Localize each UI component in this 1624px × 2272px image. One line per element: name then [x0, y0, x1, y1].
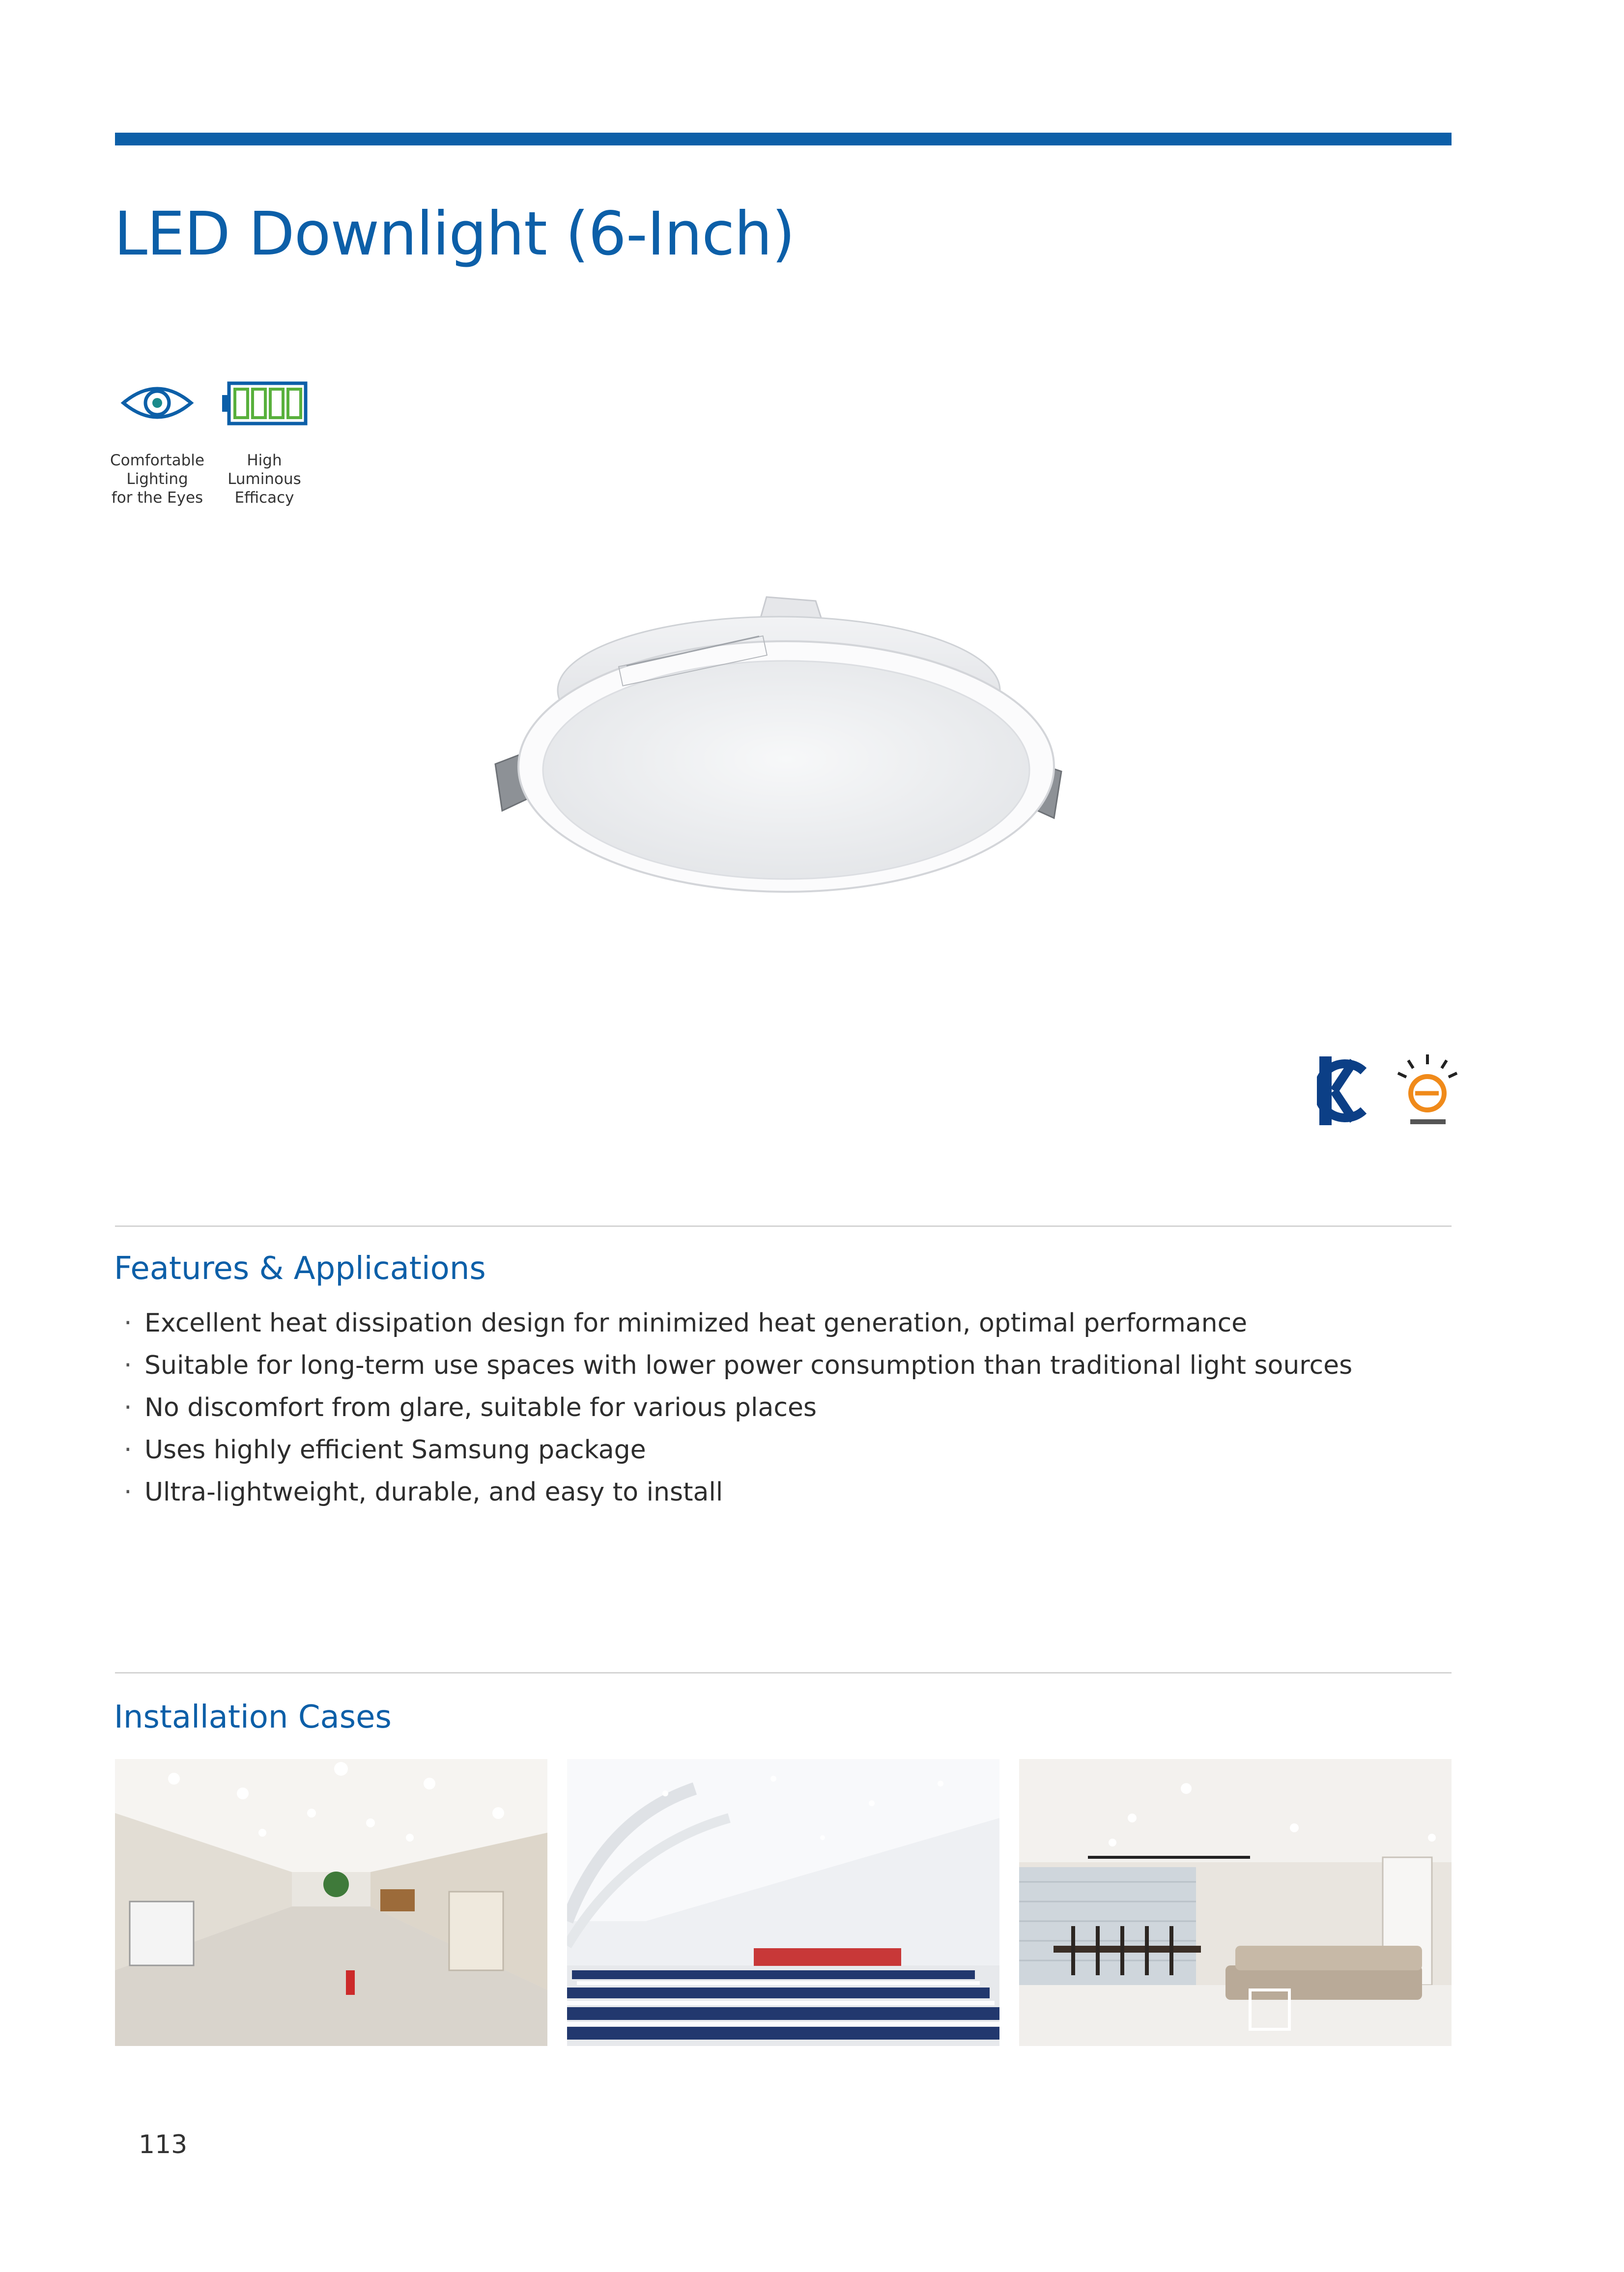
- installation-heading: Installation Cases: [114, 1699, 392, 1735]
- certification-marks: [1317, 1051, 1464, 1130]
- section-divider: [115, 1225, 1452, 1227]
- features-heading: Features & Applications: [114, 1250, 486, 1287]
- top-accent-bar: [115, 133, 1452, 145]
- features-list: [124, 1302, 1352, 1513]
- list-item: · Ultra-lightweight, durable, and easy to install: [124, 1477, 723, 1507]
- list-item: · Suitable for long-term use spaces with lower power consumption than traditional light sources: [124, 1351, 1353, 1380]
- badge-label: High Luminous Efficacy: [228, 452, 301, 507]
- living-room-photo: [1019, 1759, 1452, 2046]
- list-item: · Excellent heat dissipation design for minimized heat generation, optimal performance: [124, 1308, 1248, 1338]
- corridor-photo: [115, 1759, 547, 2046]
- section-divider: [115, 1672, 1452, 1674]
- list-item: · No discomfort from glare, suitable for various places: [124, 1393, 817, 1422]
- cafeteria-photo: [567, 1759, 999, 2046]
- installation-photos: [115, 1759, 1452, 2046]
- page-title: LED Downlight (6-Inch): [114, 199, 795, 269]
- led-downlight-product-image: [472, 587, 1086, 907]
- battery-icon: [220, 378, 309, 427]
- badge-high-efficacy: [215, 378, 313, 507]
- badge-label: Comfortable Lighting for the Eyes: [110, 452, 204, 507]
- kc-certification-mark: [1318, 1056, 1364, 1125]
- high-efficiency-certification-mark: [1398, 1054, 1457, 1124]
- badge-comfortable-lighting: [108, 378, 206, 507]
- eye-icon: [120, 378, 194, 427]
- list-item: · Uses highly efficient Samsung package: [124, 1435, 646, 1465]
- page-number: 113: [139, 2130, 188, 2159]
